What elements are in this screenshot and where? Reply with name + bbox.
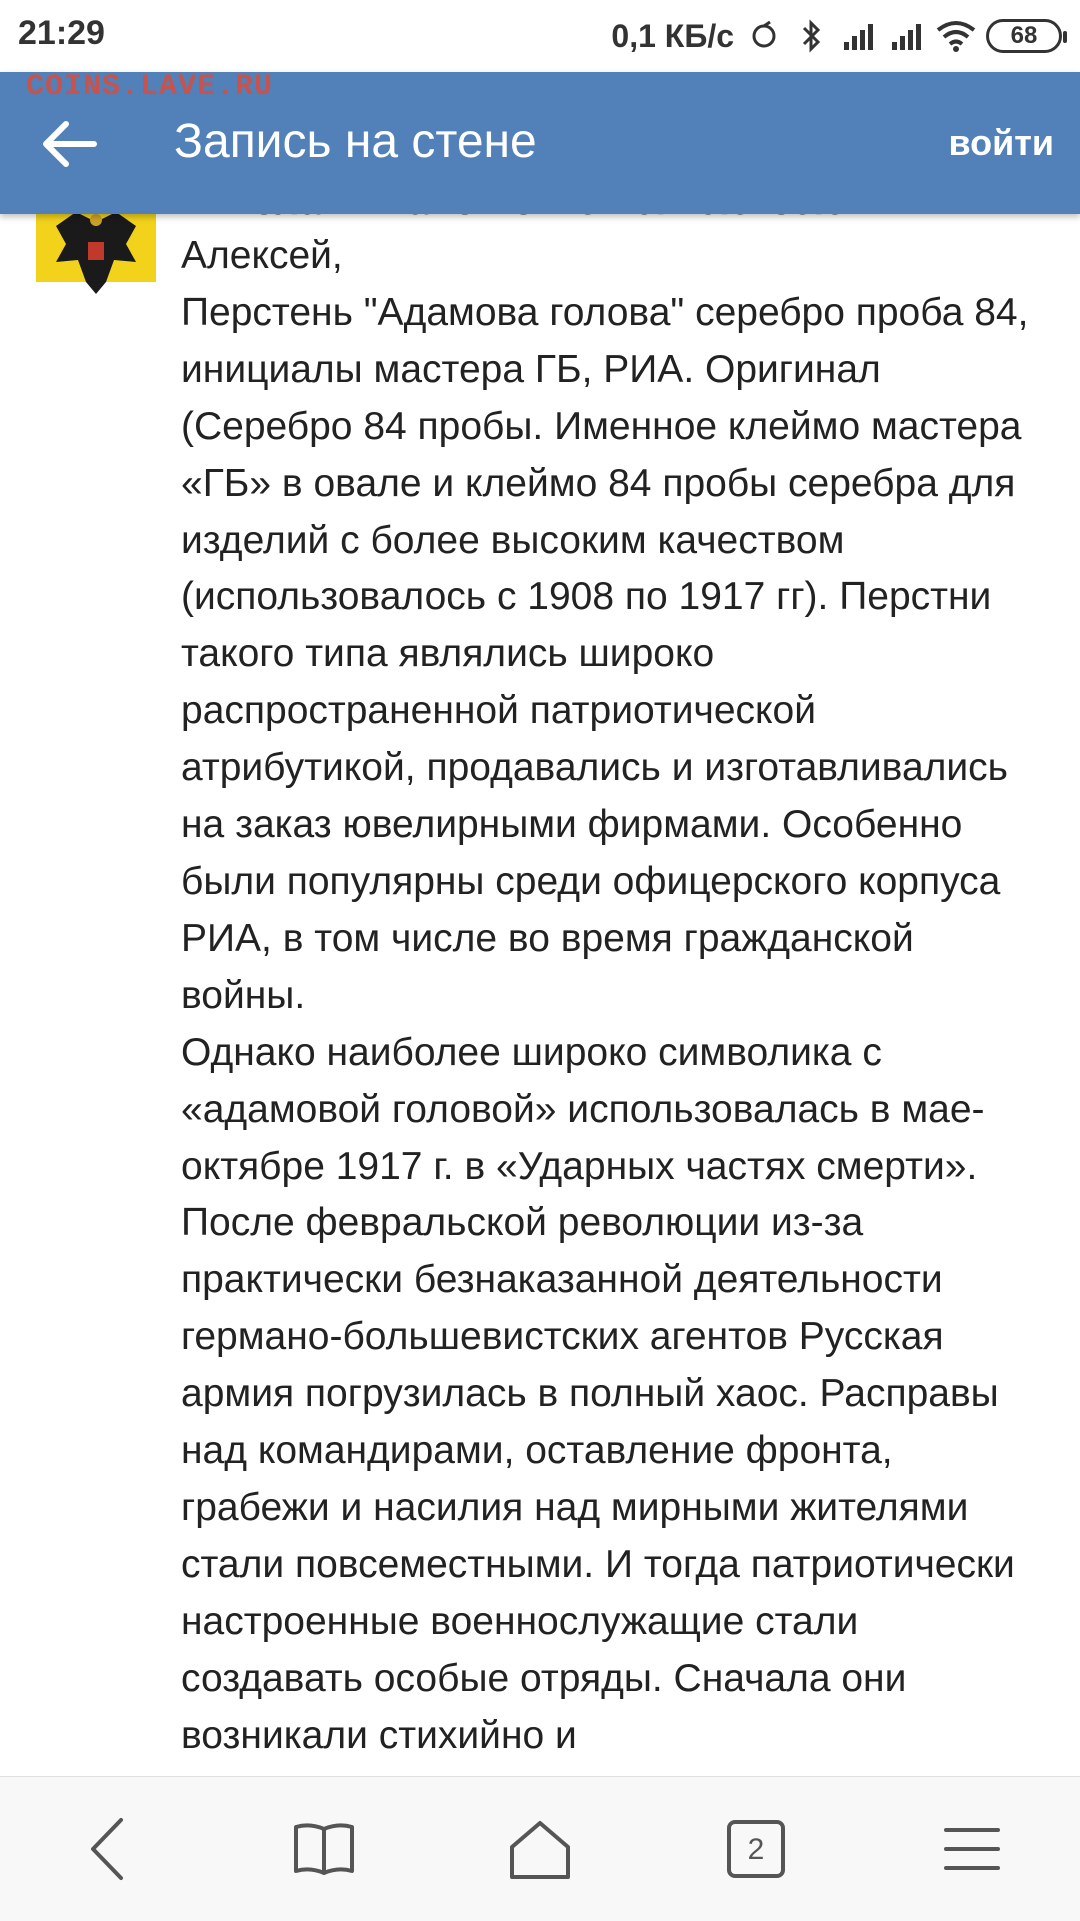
arrow-left-icon <box>40 116 100 172</box>
page-title: Запись на стене <box>174 115 537 168</box>
battery-level: 68 <box>1010 22 1038 49</box>
post-text <box>181 228 1041 1764</box>
watermark: COINS.LAVE.RU <box>26 70 274 104</box>
status-bar <box>0 0 1080 72</box>
battery-icon <box>986 19 1062 53</box>
back-icon <box>83 1814 133 1884</box>
tabs-count: 2 <box>747 1833 765 1866</box>
bluetooth-icon <box>794 18 830 54</box>
nav-menu-button[interactable] <box>927 1804 1017 1894</box>
network-speed: 0,1 КБ/с <box>611 17 734 54</box>
bookmarks-icon <box>292 1819 356 1879</box>
post-paragraph: Алексей, <box>181 234 343 277</box>
coat-of-arms-icon <box>36 204 156 312</box>
nav-back-button[interactable] <box>63 1804 153 1894</box>
login-button[interactable]: войти <box>948 122 1054 163</box>
back-button[interactable] <box>40 116 100 172</box>
nav-bookmarks-button[interactable] <box>279 1804 369 1894</box>
sync-icon <box>746 18 782 54</box>
nav-tabs-button[interactable] <box>711 1804 801 1894</box>
wifi-icon <box>938 18 974 54</box>
nav-home-button[interactable] <box>495 1804 585 1894</box>
home-icon <box>508 1817 572 1881</box>
signal-icon <box>842 18 878 54</box>
menu-icon <box>942 1824 1002 1874</box>
status-icons <box>611 10 1062 62</box>
signal-icon <box>890 18 926 54</box>
avatar[interactable] <box>36 204 156 312</box>
post-paragraph: Перстень "Адамова голова" серебро проба 84, инициалы мастера ГБ, РИА. Оригинал (Серебро 84 пробы. Именное клеймо мастера «ГБ» в овале и клеймо 84 пробы серебра для изделий с более высоким качеством (использовалось с 1908 по 1917 гг). Перстни такого типа являлись широко распространенной патриотической атрибутикой, продавались и изготавливались на заказ ювелирными фирмами. Особенно были популярны среди офицерского корпуса РИА, в том числе во время гражданской войны. <box>181 290 1029 1017</box>
app-header <box>0 72 1080 214</box>
post-content <box>0 214 1080 1776</box>
status-time: 21:29 <box>18 14 105 52</box>
post-paragraph: Однако наиболее широко символика с «адамовой головой» использовалась в мае-октябре 1917 г. в «Ударных частях смерти». После февральской революции из-за практически безнаказанной деятельности германо-большевистских агентов Русская армия погрузилась в полный хаос. Расправы над командирами, оставление фронта, грабежи и насилия над мирными жителями стали повсеместными. И тогда патриотически настроенные военнослужащие стали создавать особые отряды. Сначала они возникали стихийно и <box>181 1030 1015 1757</box>
browser-bottom-nav <box>0 1776 1080 1921</box>
